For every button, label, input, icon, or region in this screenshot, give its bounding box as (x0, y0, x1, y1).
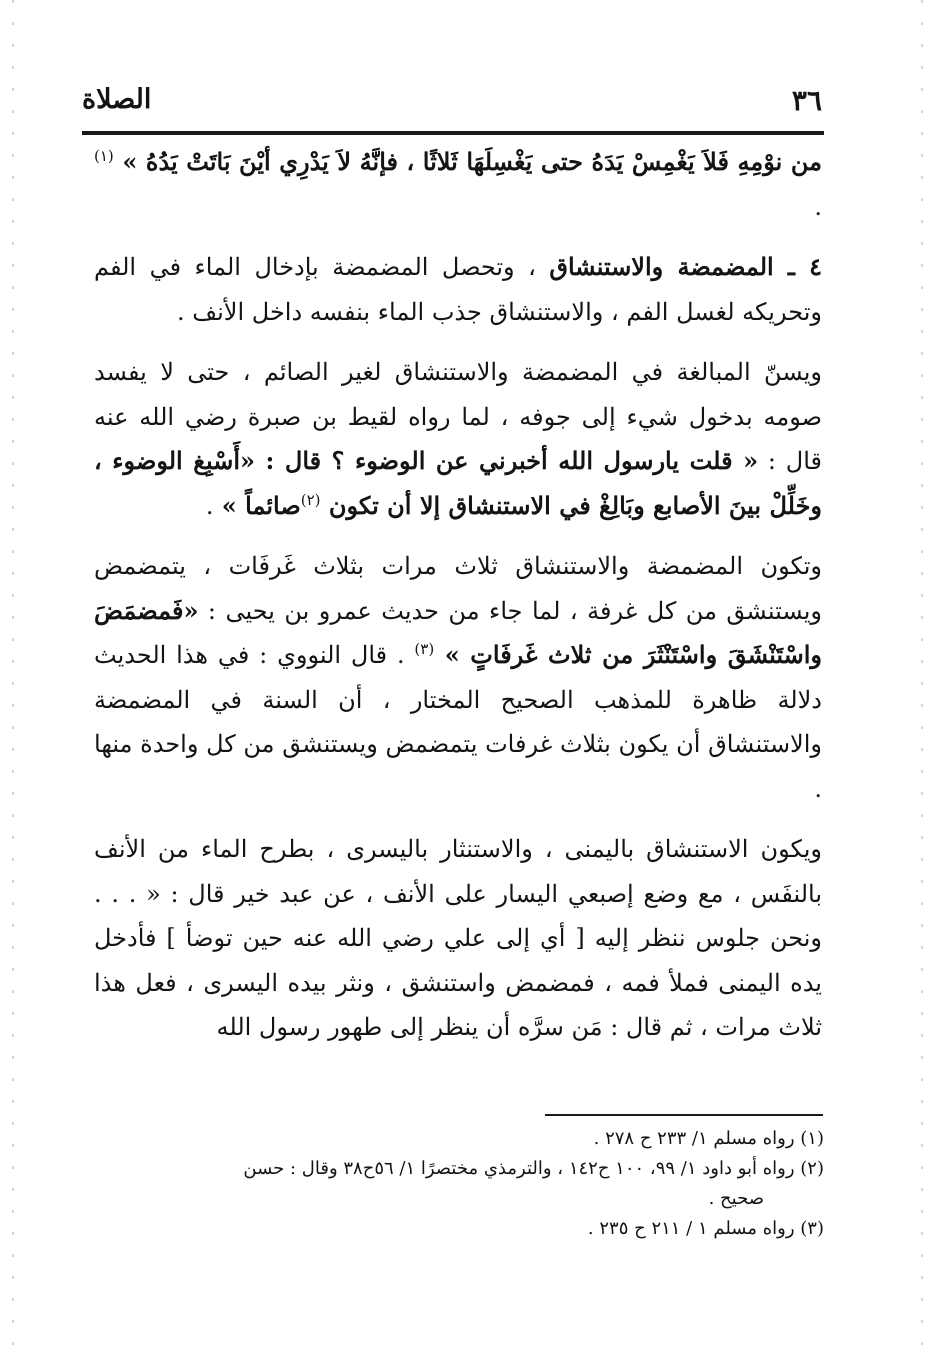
header-rule (82, 131, 824, 135)
paragraph-text: ويكون الاستنشاق باليمنى ، والاستنثار باليسرى ، بطرح الماء من الأنف بالنفَس ، مع وضع إصبعي اليسار على الأنف ، عن عبد خير قال : « . . . ونحن جلوس ننظر إليه [ أي إلى علي رضي الله عنه حين توضأ ] فأدخل يده اليمنى فملأ فمه ، فمضمض واستنشق ، ونثر بيده اليسرى ، فعل هذا ثلاث مرات ، ثم قال : مَن سرَّه أن ينظر إلى طهور رسول الله (94, 835, 823, 1041)
footnote-3: (٣) رواه مسلم ١ / ٢١١ ح ٢٣٥ . (587, 1218, 824, 1239)
paragraph-text: ، وتحصل المضمضة بإدخال الماء في الفم وتحريكه لغسل الفم ، والاستنشاق جذب الماء بنفسه داخل الأنف . (94, 253, 822, 326)
footnote-2: (٢) رواه أبو داود ١/ ٩٩، ١٠٠ ح١٤٢ ، والترمذي مختصرًا ١/ ٥٦ح٣٨ وقال : حسن (243, 1158, 824, 1179)
main-text (94, 140, 822, 1050)
page-header (82, 84, 822, 128)
footnote-1: (١) رواه مسلم ١/ ٢٣٣ ح ٢٧٨ . (593, 1128, 824, 1149)
hadith-text: من نوْمِهِ فَلاَ يَغْمِسْ يَدَهُ حتى يَغْسِلَهَا ثَلاثًا ، فإنَّهُ لاَ يَدْرِي أيْنَ بَاتَتْ يَدُهُ » (113, 147, 822, 176)
page-number: ٣٦ (791, 84, 822, 117)
paragraph-text: وتكون المضمضة والاستنشاق ثلاث مرات بثلاث غَرفَات ، يتمضمض ويستنشق من كل غرفة ، لما جاء من حديث عمرو بن يحيى : (94, 552, 822, 625)
paragraph-hadith-continuation (94, 140, 822, 229)
running-title: الصلاة (82, 84, 152, 115)
scan-edge-right (921, 0, 923, 1352)
period: . (814, 192, 822, 221)
paragraph-mubalagha (94, 350, 822, 528)
hadith-quote: «فَمضمَضَ واسْتَنْشَقَ واسْتَنْثَرَ من ثلاث غَرفَاتٍ » (94, 595, 822, 669)
paragraph-madmada (94, 245, 822, 334)
footnotes (104, 1124, 824, 1244)
paragraph-right-left (94, 827, 822, 1050)
footnote-ref-2: (٢) (300, 490, 321, 509)
footnote-ref-1: (١) (94, 147, 114, 165)
hadith-quote-end: صائماً » (213, 490, 301, 520)
paragraph-text: ويسنّ المبالغة في المضمضة والاستنشاق لغير الصائم ، حتى لا يفسد صومه بدخول شيء إلى جوفه ، لما رواه لقيط بن صبرة رضي الله عنه قال : (94, 358, 822, 475)
hadith-quote: « قلت يارسول الله أخبرني عن الوضوء ؟ قال : «أَسْبِغ الوضوء ، وخَلِّلْ بينَ الأصابع وبَالِغْ في الاستنشاق إلا أن تكون (94, 446, 822, 520)
section-heading-madmada: ٤ ـ المضمضة والاستنشاق (549, 252, 822, 281)
scan-edge-left (12, 0, 14, 1352)
footnote-rule (545, 1114, 823, 1116)
period: . (205, 491, 214, 520)
paragraph-three-scoops (94, 544, 822, 811)
footnote-ref-3: (٣) (414, 640, 435, 658)
footnote-2-continuation: صحيح . (708, 1188, 764, 1209)
paragraph-text: . قال النووي : في هذا الحديث دلالة ظاهرة للمذهب الصحيح المختار ، أن السنة في المضمضة والاستنشاق أن يكون بثلاث غرفات يتمضمض ويستنشق من كل واحدة منها . (94, 641, 822, 803)
